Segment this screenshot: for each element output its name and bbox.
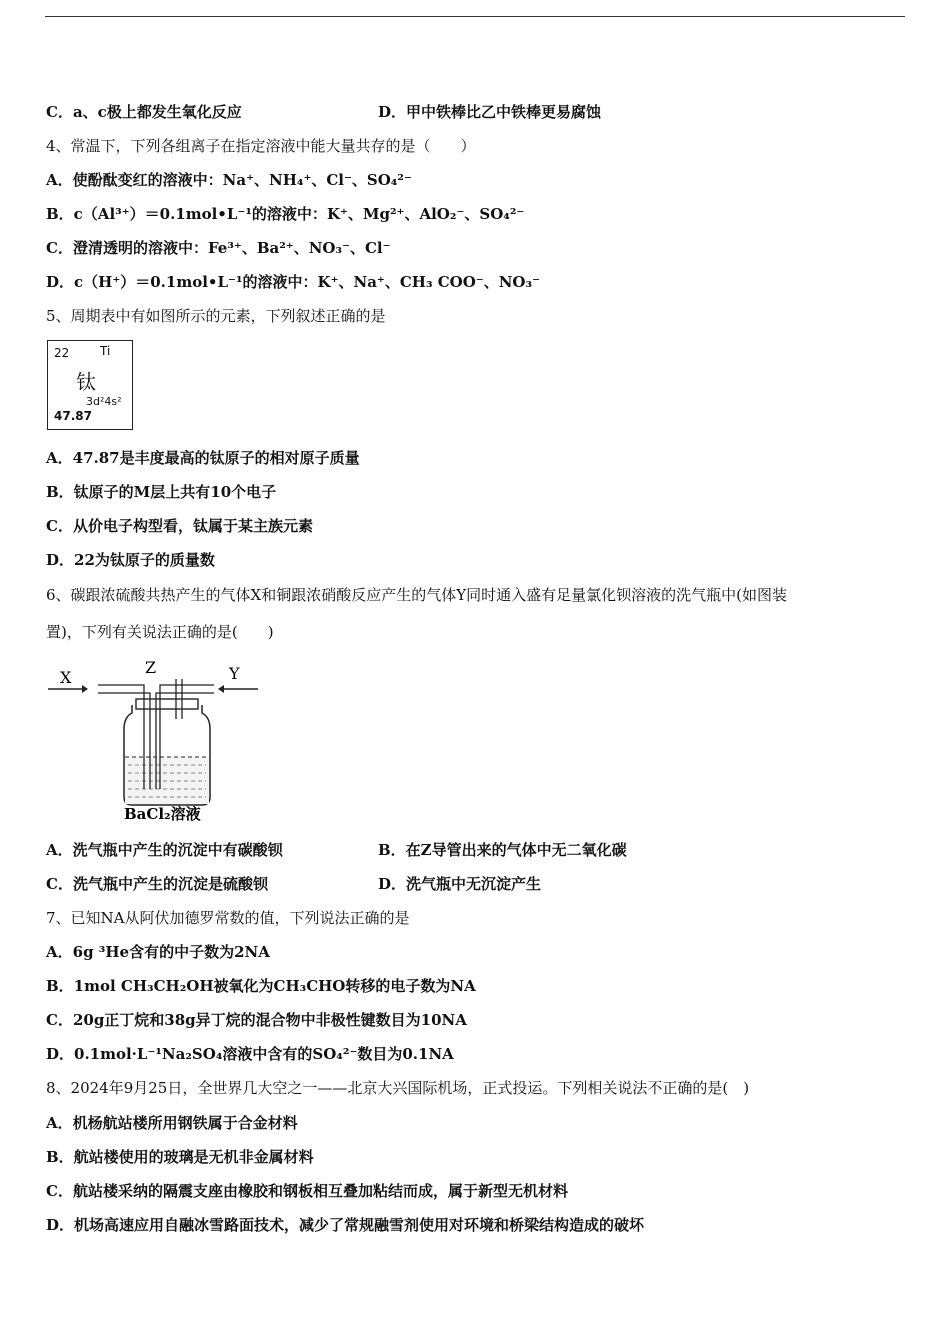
q3-option-d: D．甲中铁棒比乙中铁棒更易腐蚀 <box>378 103 602 121</box>
q4-option-d-ions: K⁺、Na⁺、CH₃ COO⁻、NO₃⁻ <box>317 273 540 291</box>
q6-option-a: A．洗气瓶中产生的沉淀中有碳酸钡 <box>46 841 283 859</box>
q4-option-a-ions: Na⁺、NH₄⁺、Cl⁻、SO₄²⁻ <box>222 171 412 189</box>
q5-option-a: A．47.87是丰度最高的钛原子的相对原子质量 <box>46 449 360 467</box>
q4-option-b-label: B．c（Al³⁺）＝0.1mol•L⁻¹的溶液中： <box>46 205 327 223</box>
q5-option-d: D．22为钛原子的质量数 <box>46 551 215 569</box>
element-name: 钛 <box>76 370 96 394</box>
arrow-x-head <box>82 685 88 693</box>
q5-option-c: C．从价电子构型看，钛属于某主族元素 <box>46 517 313 535</box>
element-electron-config: 3d²4s² <box>86 395 122 408</box>
q7-stem: 7、已知NA从阿伏加德罗常数的值，下列说法正确的是 <box>46 909 410 927</box>
q6-stem-line2: 置)，下列有关说法正确的是( ) <box>46 623 274 641</box>
q4-option-b <box>46 204 524 224</box>
q8-stem: 8、2024年9月25日，全世界几大空之一——北京大兴国际机场，正式投运。下列相关说法不正确的是( ) <box>46 1079 750 1097</box>
q7-option-b: B．1mol CH₃CH₂OH被氧化为CH₃CHO转移的电子数为NA <box>46 977 476 995</box>
diagram-caption: BaCl₂溶液 <box>124 805 201 823</box>
q4-option-a-label: A．使酚酞变红的溶液中： <box>46 171 223 189</box>
arrow-y-head <box>218 685 224 693</box>
q8-option-c: C．航站楼采纳的隔震支座由橡胶和钢板相互叠加粘结而成，属于新型无机材料 <box>46 1182 568 1200</box>
q6-option-d: D．洗气瓶中无沉淀产生 <box>378 875 542 893</box>
q6-option-b: B．在Z导管出来的气体中无二氧化碳 <box>378 841 627 859</box>
gas-y-label: Y <box>229 664 240 683</box>
q8-option-a: A．机杨航站楼所用钢铁属于合金材料 <box>46 1114 298 1132</box>
q7-option-d: D．0.1mol·L⁻¹Na₂SO₄溶液中含有的SO₄²⁻数目为0.1NA <box>46 1045 454 1063</box>
q4-option-d <box>46 272 540 292</box>
element-atomic-mass: 47.87 <box>54 409 92 423</box>
q6-stem-line1: 6、碳跟浓硫酸共热产生的气体X和铜跟浓硝酸反应产生的气体Y同时通入盛有足量氯化钡溶液的洗气瓶中(如图装 <box>46 586 787 604</box>
q6-option-c: C．洗气瓶中产生的沉淀是硫酸钡 <box>46 875 268 893</box>
q7-option-a: A．6g ³He含有的中子数为2NA <box>46 943 270 961</box>
q4-option-d-label: D．c（H⁺）＝0.1mol•L⁻¹的溶液中： <box>46 273 318 291</box>
q4-option-c-ions: Fe³⁺、Ba²⁺、NO₃⁻、Cl⁻ <box>207 239 391 257</box>
q7-option-c: C．20g正丁烷和38g异丁烷的混合物中非极性键数目为10NA <box>46 1011 467 1029</box>
q5-stem: 5、周期表中有如图所示的元素，下列叙述正确的是 <box>46 307 386 325</box>
gas-washing-bottle-diagram <box>46 657 266 827</box>
q3-option-c: C．a、c极上都发生氧化反应 <box>46 103 242 121</box>
q8-option-b: B．航站楼使用的玻璃是无机非金属材料 <box>46 1148 314 1166</box>
stopper <box>136 699 198 709</box>
element-tile <box>47 340 133 430</box>
q4-option-a <box>46 170 412 190</box>
gas-z-label: Z <box>145 658 157 677</box>
q4-stem: 4、常温下，下列各组离子在指定溶液中能大量共存的是（ ） <box>46 137 476 155</box>
q8-option-d: D．机场高速应用自融冰雪路面技术，减少了常规融雪剂使用对环境和桥梁结构造成的破坏 <box>46 1216 645 1234</box>
q4-option-c <box>46 238 391 258</box>
gas-x-label: X <box>60 668 72 687</box>
q4-option-c-label: C．澄清透明的溶液中： <box>46 239 208 257</box>
q5-option-b: B．钛原子的M层上共有10个电子 <box>46 483 277 501</box>
q4-option-b-ions: K⁺、Mg²⁺、AlO₂⁻、SO₄²⁻ <box>326 205 525 223</box>
element-atomic-number: 22 <box>54 346 70 360</box>
element-symbol: Ti <box>100 344 111 358</box>
header-rule <box>45 16 905 17</box>
